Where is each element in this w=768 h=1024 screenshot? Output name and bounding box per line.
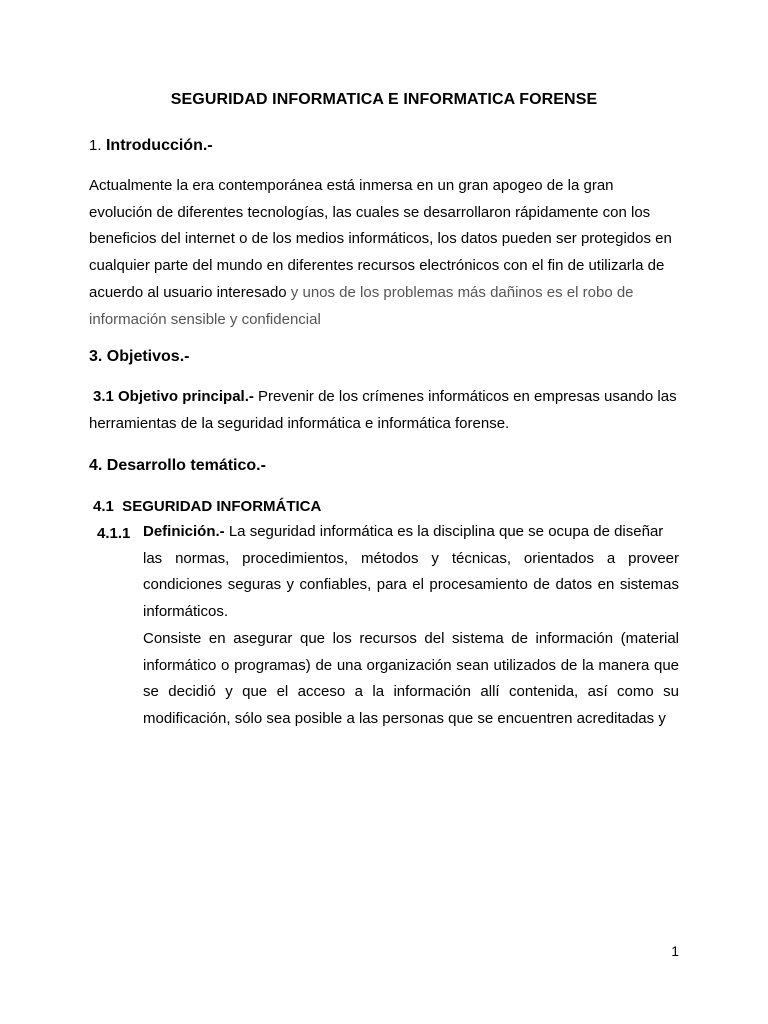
definition-number: 4.1.1: [97, 525, 131, 542]
document-title: SEGURIDAD INFORMATICA E INFORMATICA FORENSE: [170, 91, 598, 108]
intro-line: cualquier parte del mundo en diferentes recursos electrónicos con el fin de utilizarla de: [89, 257, 665, 275]
intro-line6-muted: información sensible y confidencial: [89, 310, 321, 328]
page-number: 1: [671, 943, 679, 959]
definition-line: condiciones seguras y confiables, para el procesamiento de datos en sistemas: [143, 576, 679, 594]
definition-line: [143, 519, 679, 546]
intro-line5-muted: y unos de los problemas más dañinos es el robo de: [286, 283, 634, 301]
consist-line: se decidió y que el acceso a la información allí contenida, así como su: [143, 683, 679, 701]
development-heading: 4. Desarrollo temático.-: [89, 457, 266, 474]
consist-line: informático o programas) de una organización sean utilizados de la manera que: [143, 656, 679, 674]
definition-line: informáticos.: [143, 603, 229, 621]
intro-line: Actualmente la era contemporánea está inmersa en un gran apogeo de la gran: [89, 177, 614, 194]
definition-paragraph: [143, 519, 679, 733]
intro-heading-number: 1.: [89, 137, 102, 154]
intro-paragraph: [89, 173, 679, 333]
objective-main-paragraph: [89, 384, 679, 437]
intro-line5-dark: acuerdo al usuario interesado: [89, 283, 287, 301]
section-title: 4.1 SEGURIDAD INFORMÁTICA: [93, 498, 322, 515]
objectives-heading: 3. Objetivos.-: [89, 348, 190, 365]
intro-line: evolución de diferentes tecnologías, las cuales se desarrollaron rápidamente con los: [89, 203, 651, 221]
definition-line: las normas, procedimientos, métodos y técnicas, orientados a proveer: [143, 549, 679, 567]
intro-heading: [89, 137, 213, 155]
objective-main-text: Prevenir de los crímenes informáticos en empresas usando las: [253, 388, 677, 405]
intro-heading-text: Introducción.-: [105, 137, 213, 154]
definition-text: La seguridad informática es la disciplina que se ocupa de diseñar: [224, 523, 664, 540]
objective-line: [89, 384, 679, 411]
intro-line: beneficios del internet o de los medios informáticos, los datos pueden ser protegidos en: [89, 230, 672, 248]
intro-line: [89, 280, 679, 307]
consist-line: Consiste en asegurar que los recursos del sistema de información (material: [143, 629, 679, 647]
consist-line: modificación, sólo sea posible a las personas que se encuentren acreditadas y: [143, 709, 666, 727]
definition-label: Definición.-: [143, 523, 225, 540]
objective-line: herramientas de la seguridad informática e informática forense.: [89, 414, 510, 432]
objective-main-label: 3.1 Objetivo principal.-: [93, 388, 254, 405]
